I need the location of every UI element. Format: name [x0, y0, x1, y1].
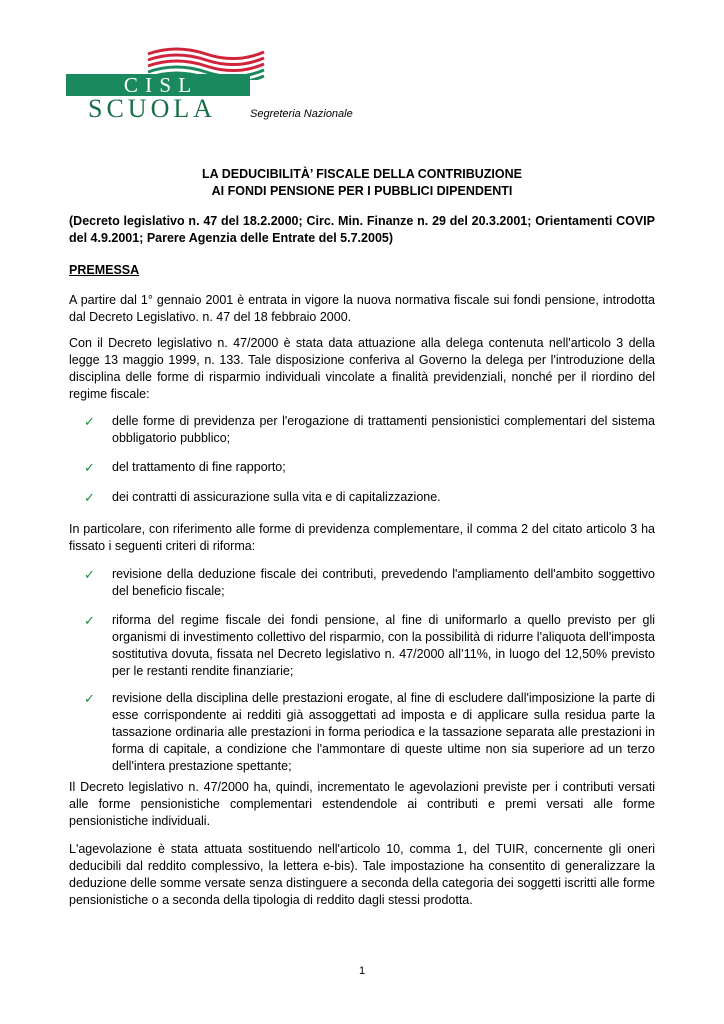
cisl-scuola-logo [66, 44, 256, 122]
document-title-line1: LA DEDUCIBILITÀ’ FISCALE DELLA CONTRIBUZIONE [202, 167, 522, 181]
list-item: ✓ dei contratti di assicurazione sulla vita e di capitalizzazione. [84, 490, 441, 505]
checkmark-icon: ✓ [84, 490, 95, 505]
paragraph-3: In particolare, con riferimento alle forme di previdenza complementare, il comma 2 del citato articolo 3 ha fissato i seguenti criteri di riforma: [69, 522, 655, 553]
page-number: 1 [358, 965, 366, 977]
list-item: ✓ delle forme di previdenza per l'erogazione di trattamenti pensionistici complementari del sistema obbligatorio pubblico; [84, 414, 655, 445]
list-item: ✓ revisione della deduzione fiscale dei contributi, prevedendo l'ampliamento dell'ambito soggettivo del beneficio fiscale; [84, 567, 655, 598]
logo-band [66, 74, 250, 96]
paragraph-5: L'agevolazione è stata attuata sostituendo nell'articolo 10, comma 1, del TUIR, concernente gli oneri deducibili dal reddito complessivo, la lettera e-bis). Tale impostazione ha consentito di generalizzare la deduzione delle somme versate senza distinguere a seconda della categoria dei soggetti iscritti alle forme pensionistiche o a seconda della tipologia di reddito dagli stessi prodotta. [69, 842, 655, 907]
list-item: ✓ del trattamento di fine rapporto; [84, 460, 286, 475]
list-item: ✓ riforma del regime fiscale dei fondi pensione, al fine di uniformarlo a quello previsto per gli organismi di investimento collettivo del risparmio, con la possibilità di ridurre l'aliquota dell'imposta sostitutiva dovuta, fissata nel Decreto legislativo n. 47/2000 all’11%, in luogo del 12,50% previsto per le restanti rendite finanziarie; [84, 613, 655, 678]
references-paragraph: (Decreto legislativo n. 47 del 18.2.2000; Circ. Min. Finanze n. 29 del 20.3.2001; Orientamenti COVIP del 4.9.2001; Parere Agenzia delle Entrate del 5.7.2005) [69, 214, 655, 245]
list-item: ✓ revisione della disciplina delle prestazioni erogate, al fine di escludere dall'imposizione la parte di esse corrispondente ai redditi già assoggettati ad imposta e di applicare sulla residua parte la tassazione ordinaria alle prestazioni in forma periodica e la tassazione separata alle prestazioni in forma di capitale, a condizione che l'ammontare di queste ultime non sia superiore ad un terzo dell'intera prestazione spettante; [84, 691, 655, 773]
checkmark-icon: ✓ [84, 414, 95, 429]
checkmark-icon: ✓ [84, 567, 95, 582]
paragraph-4: Il Decreto legislativo n. 47/2000 ha, quindi, incrementato le agevolazioni previste per i contributi versati alle forme pensionistiche complementari estendendole ai contributi e premi versati alle forme pensionistiche individuali. [69, 780, 655, 828]
document-title-line2: AI FONDI PENSIONE PER I PUBBLICI DIPENDENTI [211, 184, 513, 198]
logo-bottom-text: SCUOLA [88, 94, 217, 123]
secretariat-label: Segreteria Nazionale [250, 108, 353, 120]
checkmark-icon: ✓ [84, 691, 95, 706]
checkmark-icon: ✓ [84, 460, 95, 475]
paragraph-2: Con il Decreto legislativo n. 47/2000 è stata data attuazione alla delega contenuta nell'articolo 3 della legge 13 maggio 1999, n. 133. Tale disposizione conferiva al Governo la delega per l'introduzione della disciplina delle forme di risparmio individuali vincolate a finalità previdenziali, nonché per il riordino del regime fiscale: [69, 336, 655, 401]
section-heading: PREMESSA [69, 263, 140, 277]
logo-top-text: C I S L [123, 73, 193, 97]
paragraph-1: A partire dal 1° gennaio 2001 è entrata in vigore la nuova normativa fiscale sui fondi pensione, introdotta dal Decreto Legislativo. n. 47 del 18 febbraio 2000. [69, 293, 655, 324]
checkmark-icon: ✓ [84, 613, 95, 628]
